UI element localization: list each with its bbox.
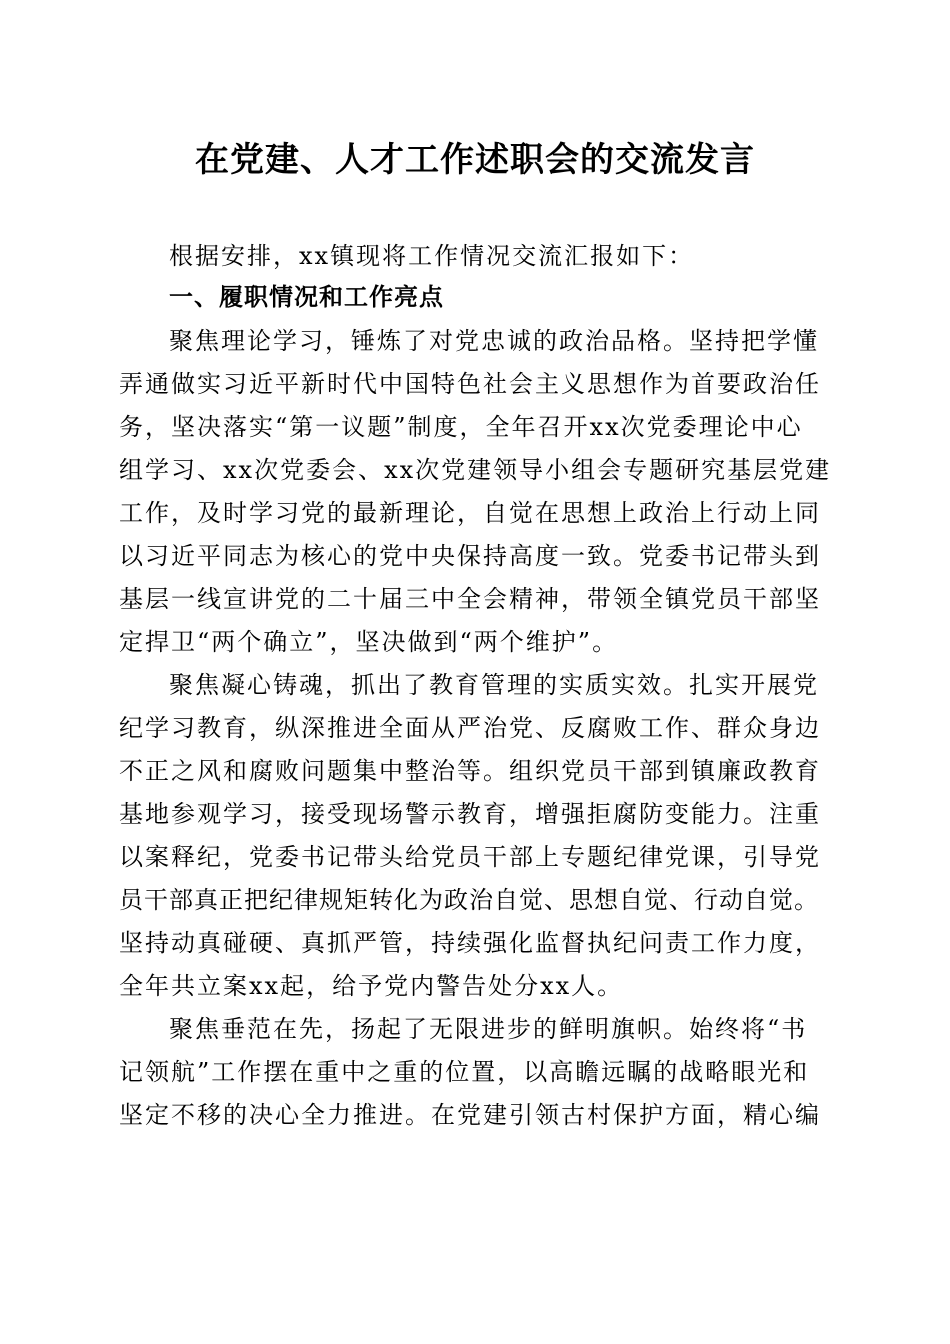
para1-line: 基层一线宣讲党的二十届三中全会精神，带领全镇党员干部坚 (119, 585, 821, 613)
para2-line: 坚持动真碰硬、真抓严管，持续强化监督执纪问责工作力度， (119, 929, 821, 957)
section-heading: 一、履职情况和工作亮点 (169, 283, 444, 311)
para2-line: 员干部真正把纪律规矩转化为政治自觉、思想自觉、行动自觉。 (119, 886, 819, 914)
para2-line: 以案释纪，党委书记带头给党员干部上专题纪律党课，引导党 (119, 843, 821, 871)
para1-line: 定捍卫“两个确立”，坚决做到“两个维护”。 (119, 628, 619, 656)
para3-line: 坚定不移的决心全力推进。在党建引领古村保护方面，精心编 (119, 1101, 821, 1129)
para3-line: 记领航”工作摆在重中之重的位置，以高瞻远瞩的战略眼光和 (119, 1058, 810, 1086)
para2-line: 基地参观学习，接受现场警示教育，增强拒腐防变能力。注重 (119, 800, 821, 828)
para2-line: 纪学习教育，纵深推进全面从严治党、反腐败工作、群众身边 (119, 714, 821, 742)
intro-line: 根据安排，xx镇现将工作情况交流汇报如下： (169, 242, 695, 270)
para3-line: 聚焦垂范在先，扬起了无限进步的鲜明旗帜。始终将“书 (169, 1015, 808, 1043)
para2-line: 全年共立案xx起，给予党内警告处分xx人。 (119, 972, 624, 1000)
para1-line: 聚焦理论学习，锤炼了对党忠诚的政治品格。坚持把学懂 (169, 327, 819, 355)
para1-line: 以习近平同志为核心的党中央保持高度一致。党委书记带头到 (119, 542, 821, 570)
document-title: 在党建、人才工作述职会的交流发言 (195, 140, 755, 180)
para1-line: 务，坚决落实“第一议题”制度，全年召开xx次党委理论中心 (119, 413, 803, 441)
para2-line: 聚焦凝心铸魂，抓出了教育管理的实质实效。扎实开展党 (169, 671, 819, 699)
para2-line: 不正之风和腐败问题集中整治等。组织党员干部到镇廉政教育 (119, 757, 821, 785)
para1-line: 工作，及时学习党的最新理论，自觉在思想上政治上行动上同 (119, 499, 821, 527)
para1-line: 组学习、xx次党委会、xx次党建领导小组会专题研究基层党建 (119, 456, 832, 484)
para1-line: 弄通做实习近平新时代中国特色社会主义思想作为首要政治任 (119, 370, 821, 398)
